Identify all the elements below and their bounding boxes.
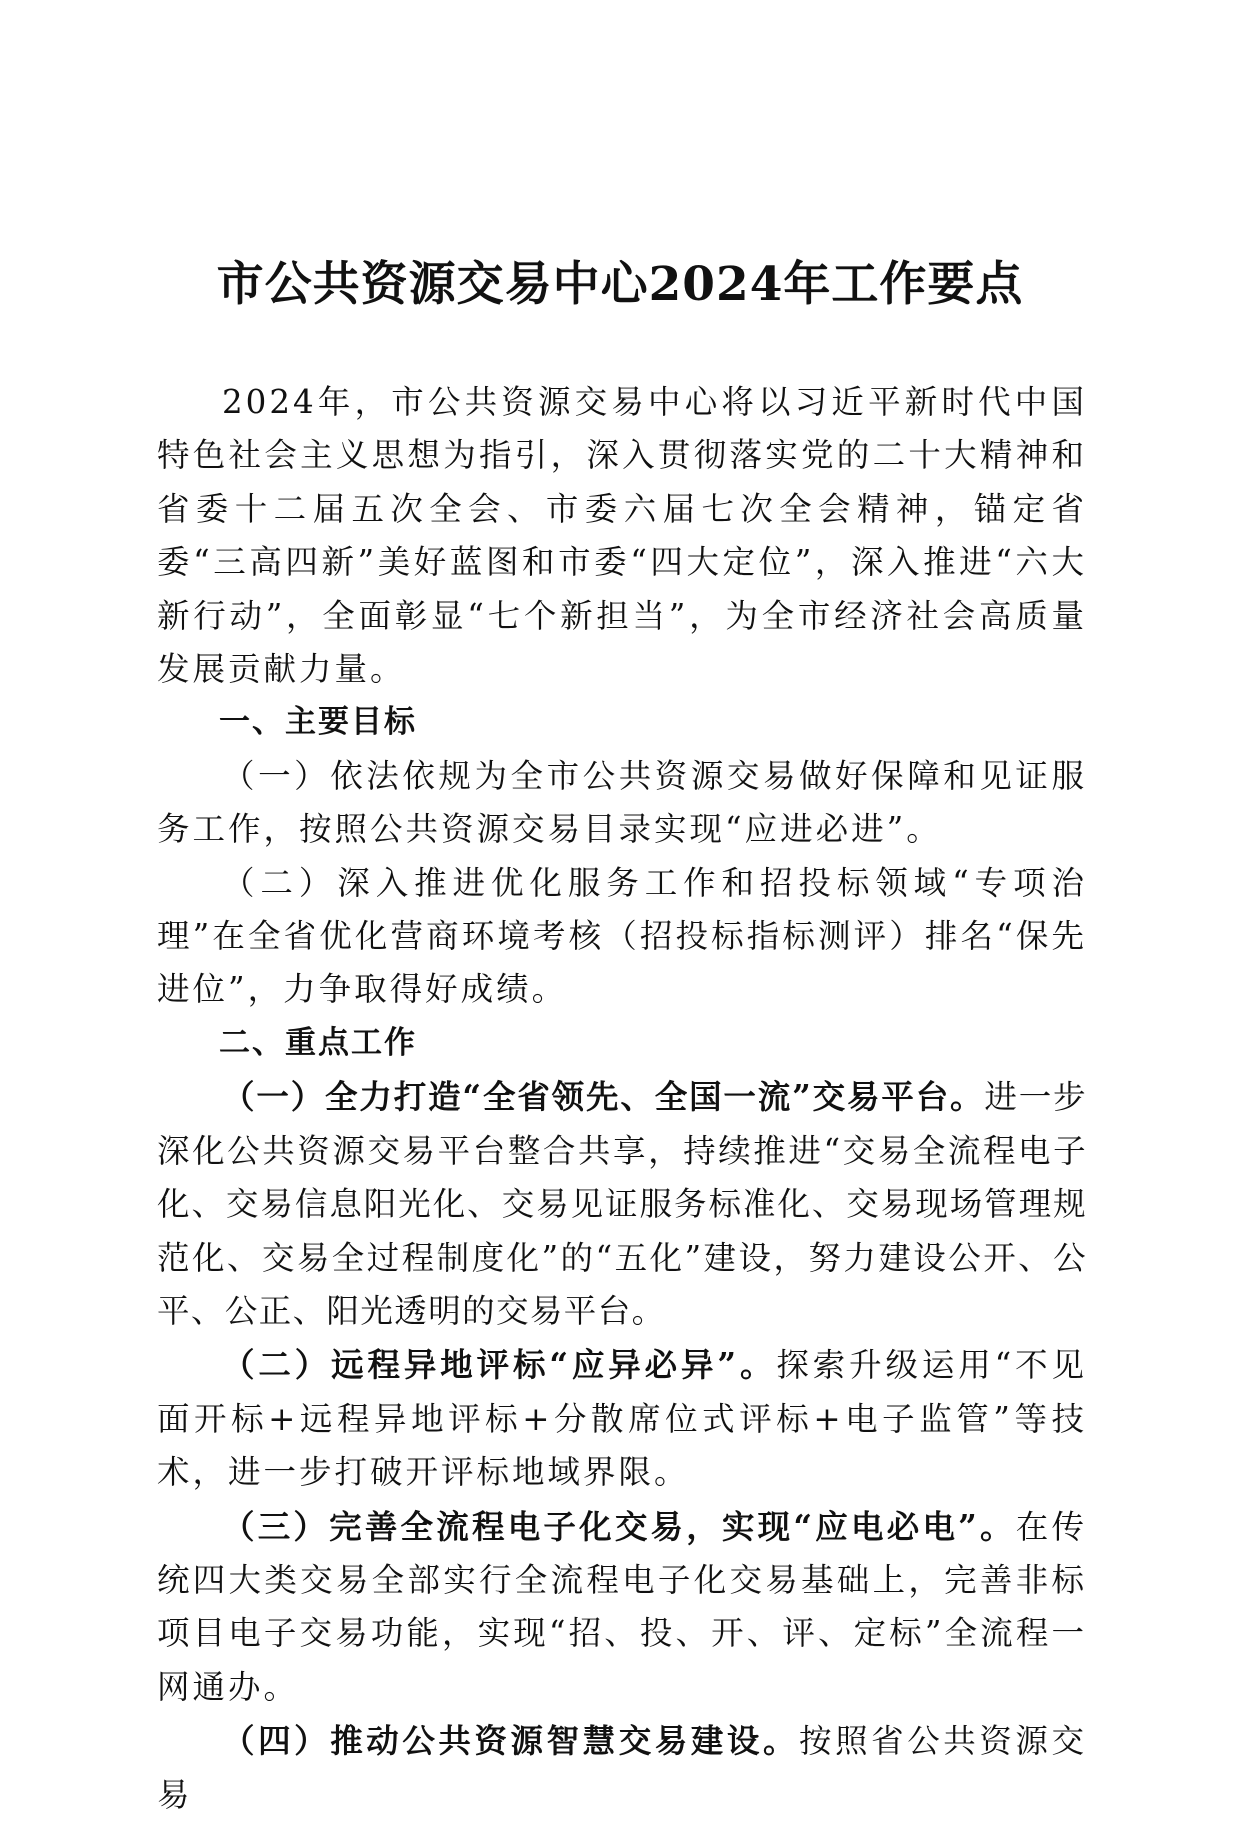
document-body: [157, 376, 1087, 1822]
document-title: 市公共资源交易中心2024年工作要点: [216, 257, 1024, 312]
work-item-2-text: 探索升级运用“不见面开标+远程异地评标+分散席位式评标+电子监管”等技术，进一步打破开评标地域界限。: [157, 1346, 1088, 1492]
work-item-2: [157, 1338, 1087, 1499]
work-item-1-lead: （一）全力打造“全省领先、全国一流”交易平台。: [222, 1077, 985, 1117]
work-item-2-lead: （二）远程异地评标“应异必异”。: [222, 1345, 777, 1385]
work-item-4: [157, 1714, 1087, 1822]
work-item-3-text: 在传统四大类交易全部实行全流程电子化交易基础上，完善非标项目电子交易功能，实现“招、投、开、评、定标”全流程一网通办。: [157, 1507, 1087, 1706]
work-item-3-lead: （三）完善全流程电子化交易，实现“应电必电”。: [222, 1506, 1016, 1546]
goal-item-1: （一）依法依规为全市公共资源交易做好保障和见证服务工作，按照公共资源交易目录实现“应进必进”。: [157, 756, 1087, 849]
work-item-4-lead: （四）推动公共资源智慧交易建设。: [222, 1721, 800, 1761]
section-heading-main-goals: 一、主要目标: [219, 704, 417, 741]
work-item-4-text: 按照省公共资源交易: [157, 1722, 1087, 1814]
work-item-3: [157, 1500, 1087, 1715]
section-heading-key-work: 二、重点工作: [219, 1024, 417, 1061]
goal-item-2: （二）深入推进优化服务工作和招投标领域“专项治理”在全省优化营商环境考核（招投标指标测评）排名“保先进位”，力争取得好成绩。: [157, 863, 1087, 1009]
work-item-1-text: 进一步深化公共资源交易平台整合共享，持续推进“交易全流程电子化、交易信息阳光化、交易见证服务标准化、交易现场管理规范化、交易全过程制度化”的“五化”建设，努力建设公开、公平、公正、阳光透明的交易平台。: [157, 1078, 1088, 1330]
work-item-1: [157, 1070, 1087, 1338]
intro-paragraph: 2024年，市公共资源交易中心将以习近平新时代中国特色社会主义思想为指引，深入贯彻落实党的二十大精神和省委十二届五次全会、市委六届七次全会精神，锚定省委“三高四新”美好蓝图和市委“四大定位”，深入推进“六大新行动”，全面彰显“七个新担当”，为全市经济社会高质量发展贡献力量。: [157, 383, 1087, 689]
